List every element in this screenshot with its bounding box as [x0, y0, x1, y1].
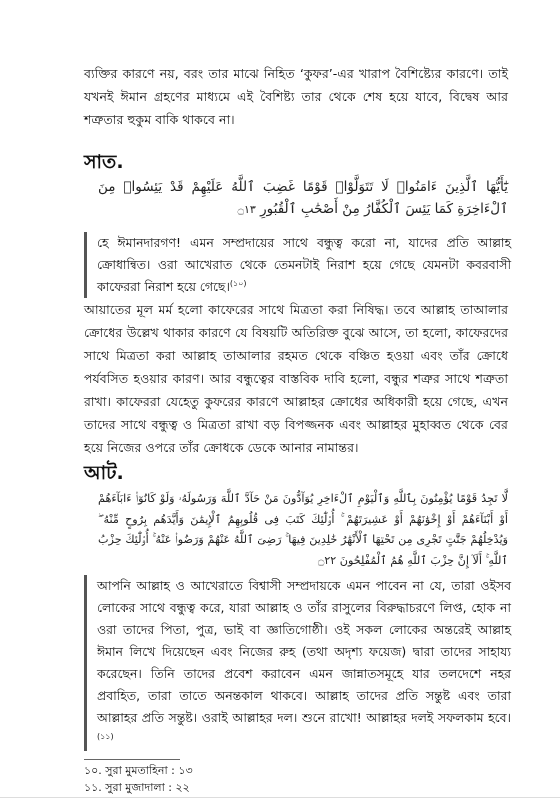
footnote-ref-10: (১০): [229, 278, 247, 288]
section-7-explanation: আয়াতের মূল মর্ম হলো কাফেরের সাথে মিত্রতা করা নিষিদ্ধ। তবে আল্লাহ তাআলার ক্রোধের উল্লেখ থাকার কারণে যে বিষয়টি অতিরিক্ত বুঝে আসে, তা হলো, কাফেরদের সাথে মিত্রতা করা আল্লাহ তাআলার রহমত থেকে বঞ্চিত হওয়া এবং তাঁর ক্রোধে পর্যবসিত হওয়ার কারণ। আর বন্ধুত্বের বাস্তবিক দাবি হলো, বন্ধুর শত্রুর সাথে শত্রুতা রাখা। কাফেররা যেহেতু কুফরের কারণে আল্লাহর ক্রোধের অধিকারী হয়ে গেছে, এখন তাদের সাথে বন্ধুত্ব ও মিত্রতা রাখা বড় বিপজ্জনক এবং আল্লাহর মুহাব্বত থেকে বের হয়ে নিজের ওপরে তাঁর ক্রোধকে ডেকে আনার নামান্তর।: [84, 302, 508, 455]
section-8-heading: আট.: [84, 462, 124, 484]
section-8-translation-block: [84, 575, 511, 751]
section-7-arabic-verse: [98, 176, 508, 221]
ayah-number-marker: ۝٢٢: [317, 553, 337, 567]
ayah-number-marker: ۝١٣: [237, 203, 256, 216]
intro-paragraph: ব্যক্তির কারণে নয়, বরং তার মাঝে নিহিত ‘কুফর’-এর খারাপ বৈশিষ্ট্যের কারণে। তাই যখনই ঈমান গ্রহণের মাধ্যমে এই বৈশিষ্ট্য তার থেকে শেষ হয়ে যাবে, বিদ্বেষ আর শত্রুতার হুকুম বাকি থাকবে না।: [84, 66, 508, 127]
section-7-translation-block: [84, 232, 511, 298]
footnote-11: ১১. সুরা মুজাদালা : ২২: [84, 781, 190, 794]
page-bottom-edge: [0, 797, 560, 798]
footnote-divider: [84, 759, 180, 760]
section-8-arabic-verse: [98, 489, 508, 571]
arabic-verse-text: لَّا تَجِدُ قَوْمًا يُؤْمِنُونَ بِٱللَّهِ وَٱلْيَوْمِ ٱلْءَاخِرِ يُوَآدُّونَ مَنْ حَآدَّ ٱللَّهَ وَرَسُولَهُۥ وَلَوْ كَانُوٓا۟ ءَابَآءَهُمْ أَوْ أَبْنَآءَهُمْ أَوْ إِخْوَٰنَهُمْ أَوْ عَشِيرَتَهُمْ ۚ أُو۟لَٰٓئِكَ كَتَبَ فِى قُلُوبِهِمُ ٱلْإِيمَٰنَ وَأَيَّدَهُم بِرُوحٍ مِّنْهُ ۖ وَيُدْخِلُهُمْ جَنَّٰتٍ تَجْرِى مِن تَحْتِهَا ٱلْأَنْهَٰرُ خَٰلِدِينَ فِيهَا ۚ رَضِىَ ٱللَّهُ عَنْهُمْ وَرَضُوا۟ عَنْهُ ۚ أُو۟لَٰٓئِكَ حِزْبُ ٱللَّهِ ۚ أَلَآ إِنَّ حِزْبَ ٱللَّهِ هُمُ ٱلْمُفْلِحُونَ: [98, 492, 508, 567]
section-7-heading: সাত.: [84, 151, 124, 173]
arabic-verse-text: يَٰٓأَيُّهَا ٱلَّذِينَ ءَامَنُوا۟ لَا تَتَوَلَّوْا۟ قَوْمًا غَضِبَ ٱللَّهُ عَلَيْهِمْ قَدْ يَئِسُوا۟ مِنَ ٱلْءَاخِرَةِ كَمَا يَئِسَ ٱلْكُفَّارُ مِنْ أَصْحَٰبِ ٱلْقُبُورِ: [98, 179, 508, 217]
footnote-ref-11: (১১): [97, 731, 114, 741]
footnote-10: ১০. সুরা মুমতাহিনা : ১৩: [84, 764, 193, 777]
section-8-translation: আপনি আল্লাহ ও আখেরাতে বিশ্বাসী সম্প্রদায়কে এমন পাবেন না যে, তারা ওইসব লোকের সাথে বন্ধুত্ব করে, যারা আল্লাহ ও তাঁর রাসুলের বিরুদ্ধাচরণে লিপ্ত, হোক না ওরা তাদের পিতা, পুত্র, ভাই বা জ্ঞাতিগোষ্ঠী। ওই সকল লোকের অন্তরেই আল্লাহ ঈমান লিখে দিয়েছেন এবং নিজের রুহ (তথা অদৃশ্য ফয়েজ) দ্বারা তাদের সাহায্য করেছেন। তিনি তাদের প্রবেশ করাবেন এমন জান্নাতসমূহে যার তলদেশে নহর প্রবাহিত, তারা তাতে অনন্তকাল থাকবে। আল্লাহ তাদের প্রতি সন্তুষ্ট এবং তারা আল্লাহর প্রতি সন্তুষ্ট। ওরাই আল্লাহর দল। শুনে রাখো! আল্লাহর দলই সফলকাম হবে।: [97, 578, 511, 725]
section-7-translation: হে ঈমানদারগণ! এমন সম্প্রদায়ের সাথে বন্ধুত্ব করো না, যাদের প্রতি আল্লাহ ক্রোধান্বিত। ওরা আখেরাত থেকে তেমনটাই নিরাশ হয়ে গেছে যেমনটা কবরবাসী কাফেররা নিরাশ হয়ে গেছে।: [97, 235, 511, 294]
